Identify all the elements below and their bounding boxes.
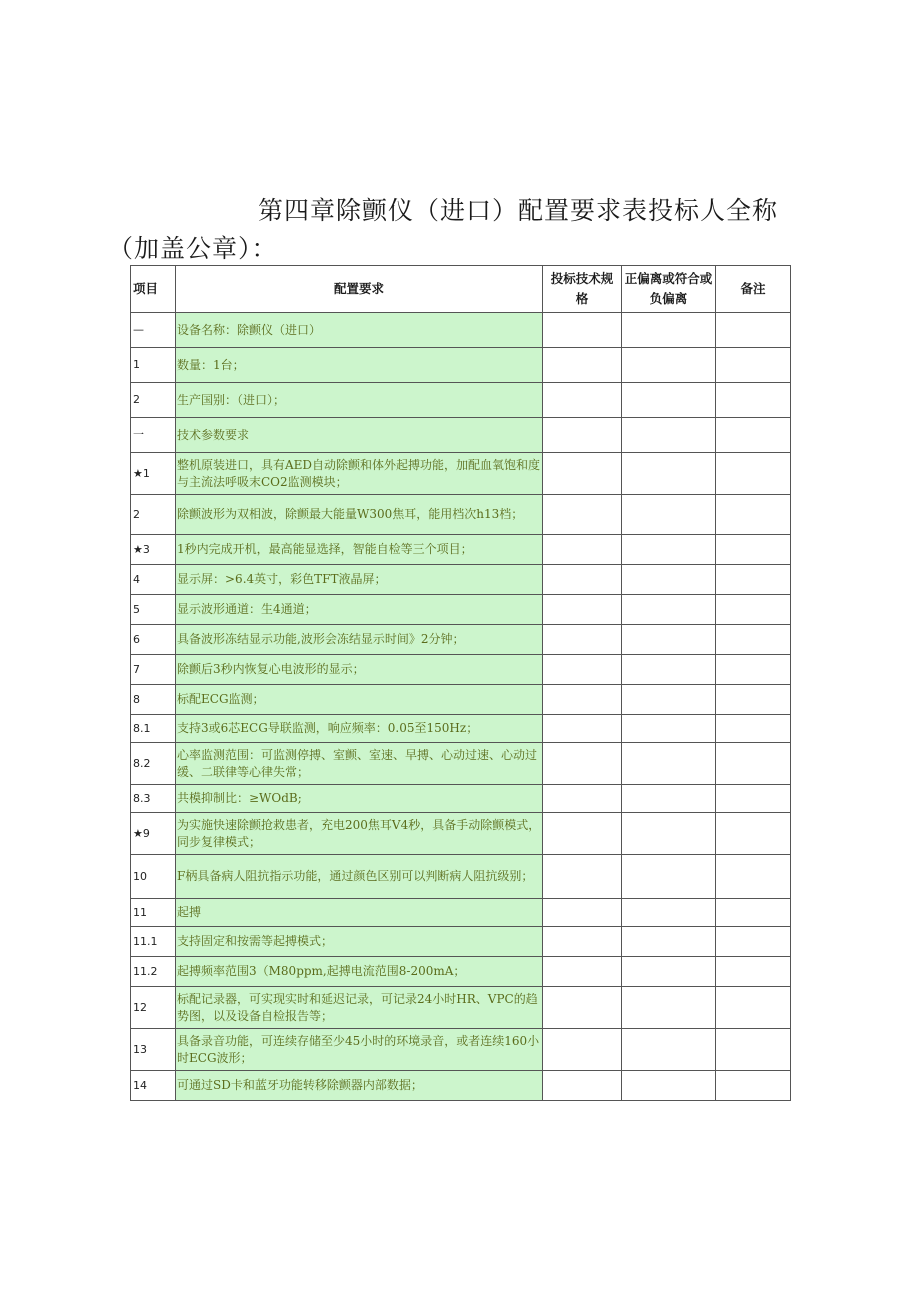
item-number: 8: [131, 685, 176, 715]
requirement-text: 标配ECG监测；: [176, 685, 543, 715]
requirement-text: 标配记录器，可实现实时和延迟记录，可记录24小时HR、VPC的趋势图，以及设备自检报告等；: [176, 987, 543, 1029]
deviation-cell[interactable]: [622, 957, 716, 987]
bid-spec-cell[interactable]: [543, 625, 622, 655]
item-number: 8.1: [131, 715, 176, 743]
deviation-cell[interactable]: [622, 535, 716, 565]
requirement-text: 整机原装进口，具有AED自动除颤和体外起搏功能，加配血氧饱和度与主流法呼吸末CO2监测模块；: [176, 453, 543, 495]
remarks-cell[interactable]: [716, 383, 791, 418]
bid-spec-cell[interactable]: [543, 899, 622, 927]
table-row: [131, 899, 791, 927]
deviation-cell[interactable]: [622, 743, 716, 785]
bid-spec-cell[interactable]: [543, 927, 622, 957]
bid-spec-cell[interactable]: [543, 595, 622, 625]
requirement-text: 1秒内完成开机，最高能显选择，智能自检等三个项目；: [176, 535, 543, 565]
remarks-cell[interactable]: [716, 348, 791, 383]
table-row: [131, 418, 791, 453]
header-remarks: 备注: [716, 266, 791, 313]
remarks-cell[interactable]: [716, 855, 791, 899]
item-number: 7: [131, 655, 176, 685]
requirement-text: 数量：1台；: [176, 348, 543, 383]
deviation-cell[interactable]: [622, 655, 716, 685]
requirement-text: 除颤后3秒内恢复心电波形的显示；: [176, 655, 543, 685]
bid-spec-cell[interactable]: [543, 685, 622, 715]
requirement-text: 具备录音功能，可连续存储至少45小时的环境录音，或者连续160小时ECG波形；: [176, 1029, 543, 1071]
bid-spec-cell[interactable]: [543, 383, 622, 418]
requirement-text: 起搏: [176, 899, 543, 927]
remarks-cell[interactable]: [716, 743, 791, 785]
table-row: [131, 715, 791, 743]
bid-spec-cell[interactable]: [543, 855, 622, 899]
deviation-cell[interactable]: [622, 685, 716, 715]
item-number: 4: [131, 565, 176, 595]
bid-spec-cell[interactable]: [543, 743, 622, 785]
requirements-table: [130, 265, 791, 1101]
remarks-cell[interactable]: [716, 313, 791, 348]
remarks-cell[interactable]: [716, 625, 791, 655]
header-bid-spec: 投标技术规格: [543, 266, 622, 313]
requirement-text: 除颤波形为双相波，除颤最大能量W300焦耳，能用档次h13档；: [176, 495, 543, 535]
requirement-text: 支持3或6芯ECG导联监测，响应频率：0.05至150Hz；: [176, 715, 543, 743]
header-deviation: 正偏离或符合或负偏离: [622, 266, 716, 313]
requirement-text: 生产国别：（进口）；: [176, 383, 543, 418]
requirement-text: 支持固定和按需等起搏模式；: [176, 927, 543, 957]
table-row: [131, 1029, 791, 1071]
remarks-cell[interactable]: [716, 535, 791, 565]
deviation-cell[interactable]: [622, 595, 716, 625]
table-row: [131, 957, 791, 987]
table-row: [131, 453, 791, 495]
table-row: [131, 495, 791, 535]
table-row: [131, 535, 791, 565]
table-row: [131, 987, 791, 1029]
remarks-cell[interactable]: [716, 1071, 791, 1101]
requirement-text: 心率监测范围：可监测停搏、室颤、室速、早搏、心动过速、心动过缓、二联律等心律失常；: [176, 743, 543, 785]
deviation-cell[interactable]: [622, 453, 716, 495]
remarks-cell[interactable]: [716, 495, 791, 535]
deviation-cell[interactable]: [622, 1029, 716, 1071]
deviation-cell[interactable]: [622, 625, 716, 655]
deviation-cell[interactable]: [622, 418, 716, 453]
item-number: 8.3: [131, 785, 176, 813]
requirement-text: 起搏频率范围3（M80ppm,起搏电流范围8-200mA；: [176, 957, 543, 987]
bid-spec-cell[interactable]: [543, 957, 622, 987]
table-row: [131, 655, 791, 685]
bid-spec-cell[interactable]: [543, 785, 622, 813]
item-number: 5: [131, 595, 176, 625]
bid-spec-cell[interactable]: [543, 313, 622, 348]
remarks-cell[interactable]: [716, 957, 791, 987]
item-number: 10: [131, 855, 176, 899]
deviation-cell[interactable]: [622, 383, 716, 418]
deviation-cell[interactable]: [622, 565, 716, 595]
deviation-cell[interactable]: [622, 987, 716, 1029]
item-number: ★1: [131, 453, 176, 495]
item-number: 6: [131, 625, 176, 655]
remarks-cell[interactable]: [716, 453, 791, 495]
item-number: —: [131, 313, 176, 348]
remarks-cell[interactable]: [716, 418, 791, 453]
item-number: 11.1: [131, 927, 176, 957]
requirement-text: 为实施快速除颤抢救患者，充电200焦耳V4秒，具备手动除颤模式，同步复律模式；: [176, 813, 543, 855]
item-number: 12: [131, 987, 176, 1029]
requirement-text: 可通过SD卡和蓝牙功能转移除颤器内部数据；: [176, 1071, 543, 1101]
table-row: [131, 348, 791, 383]
header-requirement: 配置要求: [176, 266, 543, 313]
remarks-cell[interactable]: [716, 927, 791, 957]
table-row: [131, 785, 791, 813]
table-row: [131, 743, 791, 785]
deviation-cell[interactable]: [622, 1071, 716, 1101]
remarks-cell[interactable]: [716, 595, 791, 625]
deviation-cell[interactable]: [622, 899, 716, 927]
remarks-cell[interactable]: [716, 1029, 791, 1071]
item-number: 2: [131, 383, 176, 418]
item-number: 11.2: [131, 957, 176, 987]
requirement-text: 设备名称：除颤仪（进口）: [176, 313, 543, 348]
requirement-text: 技术参数要求: [176, 418, 543, 453]
remarks-cell[interactable]: [716, 565, 791, 595]
table-row: [131, 685, 791, 715]
table-header-row: [131, 266, 791, 313]
table-row: [131, 855, 791, 899]
table-row: [131, 595, 791, 625]
bid-spec-cell[interactable]: [543, 987, 622, 1029]
remarks-cell[interactable]: [716, 715, 791, 743]
deviation-cell[interactable]: [622, 495, 716, 535]
deviation-cell[interactable]: [622, 785, 716, 813]
bid-spec-cell[interactable]: [543, 495, 622, 535]
item-number: ★3: [131, 535, 176, 565]
remarks-cell[interactable]: [716, 987, 791, 1029]
bid-spec-cell[interactable]: [543, 813, 622, 855]
table-row: [131, 383, 791, 418]
remarks-cell[interactable]: [716, 655, 791, 685]
deviation-cell[interactable]: [622, 855, 716, 899]
bid-spec-cell[interactable]: [543, 655, 622, 685]
item-number: 2: [131, 495, 176, 535]
item-number: 13: [131, 1029, 176, 1071]
deviation-cell[interactable]: [622, 348, 716, 383]
item-number: 1: [131, 348, 176, 383]
remarks-cell[interactable]: [716, 685, 791, 715]
requirement-text: 共模抑制比：≥WOdB;: [176, 785, 543, 813]
bid-spec-cell[interactable]: [543, 565, 622, 595]
table-row: [131, 927, 791, 957]
remarks-cell[interactable]: [716, 785, 791, 813]
requirement-text: 显示屏：>6.4英寸，彩色TFT液晶屏；: [176, 565, 543, 595]
item-number: ★9: [131, 813, 176, 855]
page-title: 第四章除颤仪（进口）配置要求表投标人全称（加盖公章）：: [108, 196, 779, 263]
table-row: [131, 313, 791, 348]
table-row: [131, 813, 791, 855]
deviation-cell[interactable]: [622, 927, 716, 957]
bid-spec-cell[interactable]: [543, 453, 622, 495]
item-number: 14: [131, 1071, 176, 1101]
bid-spec-cell[interactable]: [543, 1071, 622, 1101]
bid-spec-cell[interactable]: [543, 535, 622, 565]
item-number: 一: [131, 418, 176, 453]
requirement-text: F柄具备病人阻抗指示功能，通过颜色区别可以判断病人阻抗级别；: [176, 855, 543, 899]
bid-spec-cell[interactable]: [543, 348, 622, 383]
remarks-cell[interactable]: [716, 813, 791, 855]
bid-spec-cell[interactable]: [543, 715, 622, 743]
requirement-text: 具备波形冻结显示功能,波形会冻结显示时间》2分钟；: [176, 625, 543, 655]
deviation-cell[interactable]: [622, 313, 716, 348]
header-item: 项目: [131, 266, 176, 313]
table-row: [131, 565, 791, 595]
table-row: [131, 1071, 791, 1101]
deviation-cell[interactable]: [622, 715, 716, 743]
deviation-cell[interactable]: [622, 813, 716, 855]
item-number: 8.2: [131, 743, 176, 785]
remarks-cell[interactable]: [716, 899, 791, 927]
requirement-text: 显示波形通道：生4通道；: [176, 595, 543, 625]
bid-spec-cell[interactable]: [543, 1029, 622, 1071]
bid-spec-cell[interactable]: [543, 418, 622, 453]
table-row: [131, 625, 791, 655]
item-number: 11: [131, 899, 176, 927]
